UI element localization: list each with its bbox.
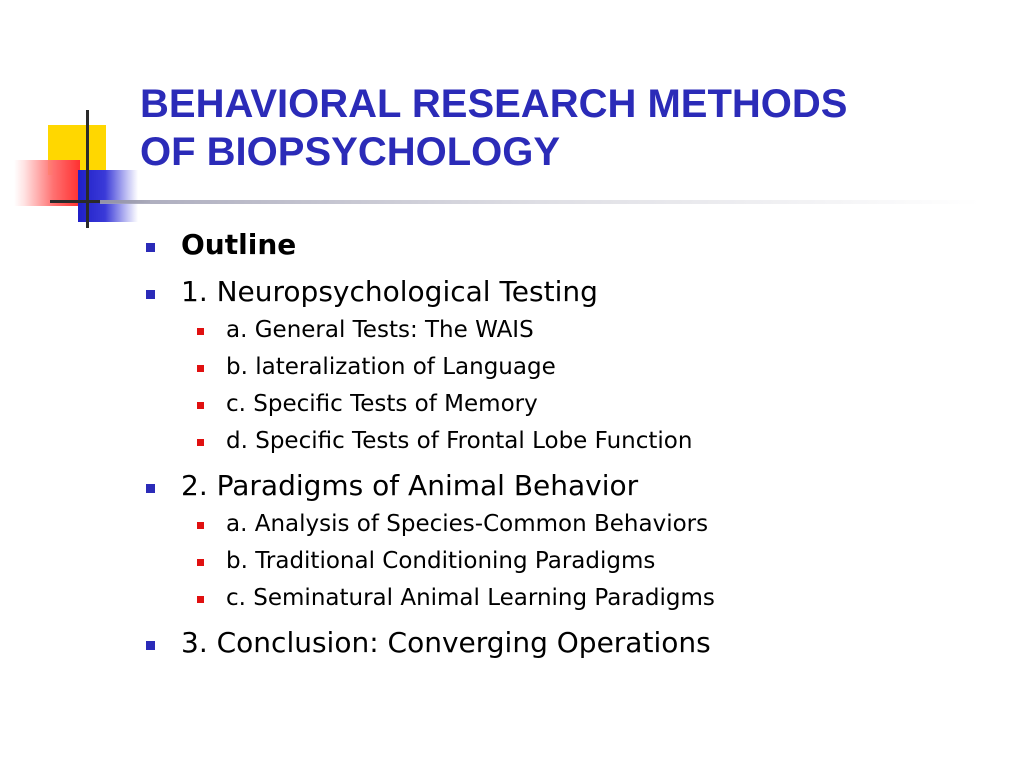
section-2-item: a. Analysis of Species-Common Behaviors <box>140 510 1000 538</box>
section-2-item: c. Seminatural Animal Learning Paradigms <box>140 584 1000 612</box>
slide-title-line-1: BEHAVIORAL RESEARCH METHODS <box>140 82 848 126</box>
section-1-item: c. Specific Tests of Memory <box>140 390 1000 418</box>
outline-heading: Outline <box>140 228 1000 261</box>
slide-title-line-2: OF BIOPSYCHOLOGY <box>140 130 561 174</box>
decorative-squares-logo <box>0 0 150 240</box>
section-2-label: 2. Paradigms of Animal Behavior <box>140 469 1000 502</box>
vertical-line-decoration <box>86 110 89 228</box>
outline-list <box>140 228 1000 673</box>
section-3-label: 3. Conclusion: Converging Operations <box>140 626 1000 659</box>
section-1-item: d. Specific Tests of Frontal Lobe Function <box>140 427 1000 455</box>
title-divider <box>100 200 980 204</box>
section-1-item: b. lateralization of Language <box>140 353 1000 381</box>
slide-title <box>140 80 1000 176</box>
section-1-item: a. General Tests: The WAIS <box>140 316 1000 344</box>
section-1-label: 1. Neuropsychological Testing <box>140 275 1000 308</box>
section-2-item: b. Traditional Conditioning Paradigms <box>140 547 1000 575</box>
